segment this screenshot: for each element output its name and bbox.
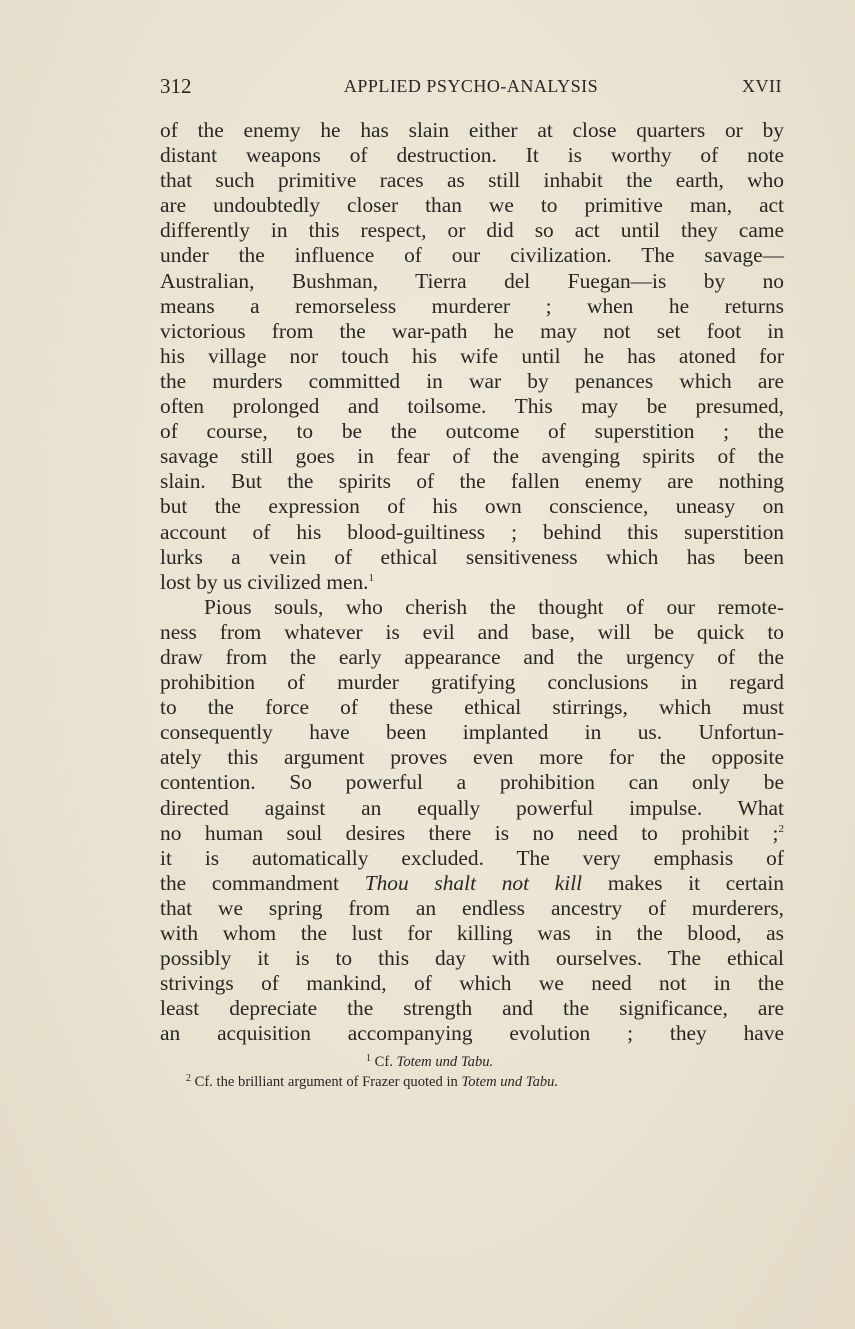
text-line [160, 595, 784, 620]
page-number: 312 [160, 74, 192, 98]
text-line [160, 896, 784, 921]
text-line [160, 645, 784, 670]
text-line [160, 545, 784, 570]
text-line [160, 118, 784, 143]
footnote [160, 1072, 784, 1092]
text-segment: prohibition of murder gratifying conclusions in regard [160, 670, 784, 695]
text-line [160, 193, 784, 218]
text-line [160, 971, 784, 996]
text-line [160, 218, 784, 243]
text-segment: under the influence of our civilization. The savage— [160, 243, 784, 268]
footnote-text: Cf. [374, 1054, 397, 1070]
text-line [160, 821, 784, 846]
text-segment: draw from the early appearance and the urgency of the [160, 644, 784, 669]
text-segment: savage still goes in fear of the avenging spirits of the [160, 444, 784, 469]
text-segment: ness from whatever is evil and base, will be quick to [160, 619, 784, 644]
text-line [160, 871, 784, 896]
text-segment: least depreciate the strength and the significance, are [160, 996, 784, 1021]
book-page [160, 0, 784, 1329]
running-header [160, 74, 782, 98]
text-line [160, 570, 784, 595]
text-segment: with whom the lust for killing was in the blood, as [160, 921, 784, 945]
text-segment: that we spring from an endless ancestry of murderers, [160, 895, 784, 920]
text-segment: the murders committed in war by penances which are [160, 368, 784, 393]
text-segment: but the expression of his own conscience, uneasy on [160, 494, 784, 519]
text-segment: are undoubtedly closer than we to primitive man, act [160, 193, 784, 218]
footnote-reference: 1 [368, 571, 375, 584]
text-line [160, 369, 784, 394]
chapter-number: XVII [742, 76, 782, 96]
body-text [160, 118, 784, 1046]
text-line [160, 520, 784, 545]
text-segment: an acquisition accompanying evolution ; they have [160, 1021, 784, 1046]
text-line [160, 946, 784, 971]
text-segment: victorious from the war-path he may not set foot in [160, 318, 784, 343]
text-line [160, 344, 784, 369]
footnotes [160, 1052, 784, 1092]
text-segment: means a remorseless murderer ; when he returns [160, 293, 784, 318]
text-line [160, 796, 784, 821]
text-segment: that such primitive races as still inhabit the earth, who [160, 168, 784, 193]
text-line [160, 494, 784, 519]
text-segment: ately this argument proves even more for the opposite [160, 745, 784, 770]
text-line [160, 695, 784, 720]
footnote-reference: 2 [778, 822, 784, 835]
text-line [160, 846, 784, 871]
text-segment: Australian, Bushman, Tierra del Fuegan—is by no [160, 268, 784, 293]
text-line [160, 670, 784, 695]
text-segment: makes it certain [582, 870, 784, 895]
text-line [160, 770, 784, 795]
text-segment: Pious souls, who cherish the thought of our remote- [204, 594, 784, 619]
footnote-italic-title: Totem und Tabu. [461, 1074, 559, 1090]
text-line [160, 319, 784, 344]
footnote-italic-title: Totem und Tabu. [396, 1054, 494, 1070]
text-segment: slain. But the spirits of the fallen enemy are nothing [160, 469, 784, 494]
text-line [160, 720, 784, 745]
text-segment: of the enemy he has slain either at close quarters or by [160, 118, 784, 142]
text-segment: no human soul desires there is no need to prohibit ; [160, 820, 779, 845]
footnote [160, 1052, 784, 1072]
text-line [160, 294, 784, 319]
text-segment: the commandment [160, 870, 365, 895]
text-segment: of course, to be the outcome of superstition ; the [160, 419, 784, 444]
text-segment: lurks a vein of ethical sensitiveness which has been [160, 544, 784, 569]
text-line [160, 419, 784, 444]
text-segment: directed against an equally powerful impulse. What [160, 795, 784, 820]
text-segment: distant weapons of destruction. It is worthy of note [160, 143, 784, 168]
text-segment: strivings of mankind, of which we need not in the [160, 971, 784, 996]
text-line [160, 269, 784, 294]
footnote-mark: 2 [186, 1073, 191, 1084]
text-segment: contention. So powerful a prohibition can only be [160, 770, 784, 795]
text-segment: it is automatically excluded. The very emphasis of [160, 845, 784, 870]
text-line [160, 921, 784, 946]
text-line [160, 745, 784, 770]
text-line [160, 1021, 784, 1046]
text-segment: possibly it is to this day with ourselves. The ethical [160, 946, 784, 971]
text-line [160, 143, 784, 168]
text-line [160, 996, 784, 1021]
text-line [160, 394, 784, 419]
text-line [160, 620, 784, 645]
text-segment: consequently have been implanted in us. Unfortun- [160, 720, 784, 745]
text-segment: lost by us civilized men. [160, 569, 369, 594]
text-segment: his village nor touch his wife until he has atoned for [160, 343, 784, 368]
running-title: APPLIED PSYCHO-ANALYSIS [343, 76, 599, 96]
text-line [160, 469, 784, 494]
footnote-text: Cf. the brilliant argument of Frazer quoted in [194, 1074, 462, 1090]
text-segment: differently in this respect, or did so act until they came [160, 218, 784, 243]
footnote-mark: 1 [366, 1053, 371, 1064]
text-segment: often prolonged and toilsome. This may be presumed, [160, 394, 784, 419]
text-line [160, 168, 784, 193]
text-line [160, 243, 784, 268]
text-segment: account of his blood-guiltiness ; behind this superstition [160, 519, 784, 544]
text-line [160, 444, 784, 469]
text-segment: to the force of these ethical stirrings, which must [160, 695, 784, 720]
italic-title: Thou shalt not kill [364, 870, 583, 895]
